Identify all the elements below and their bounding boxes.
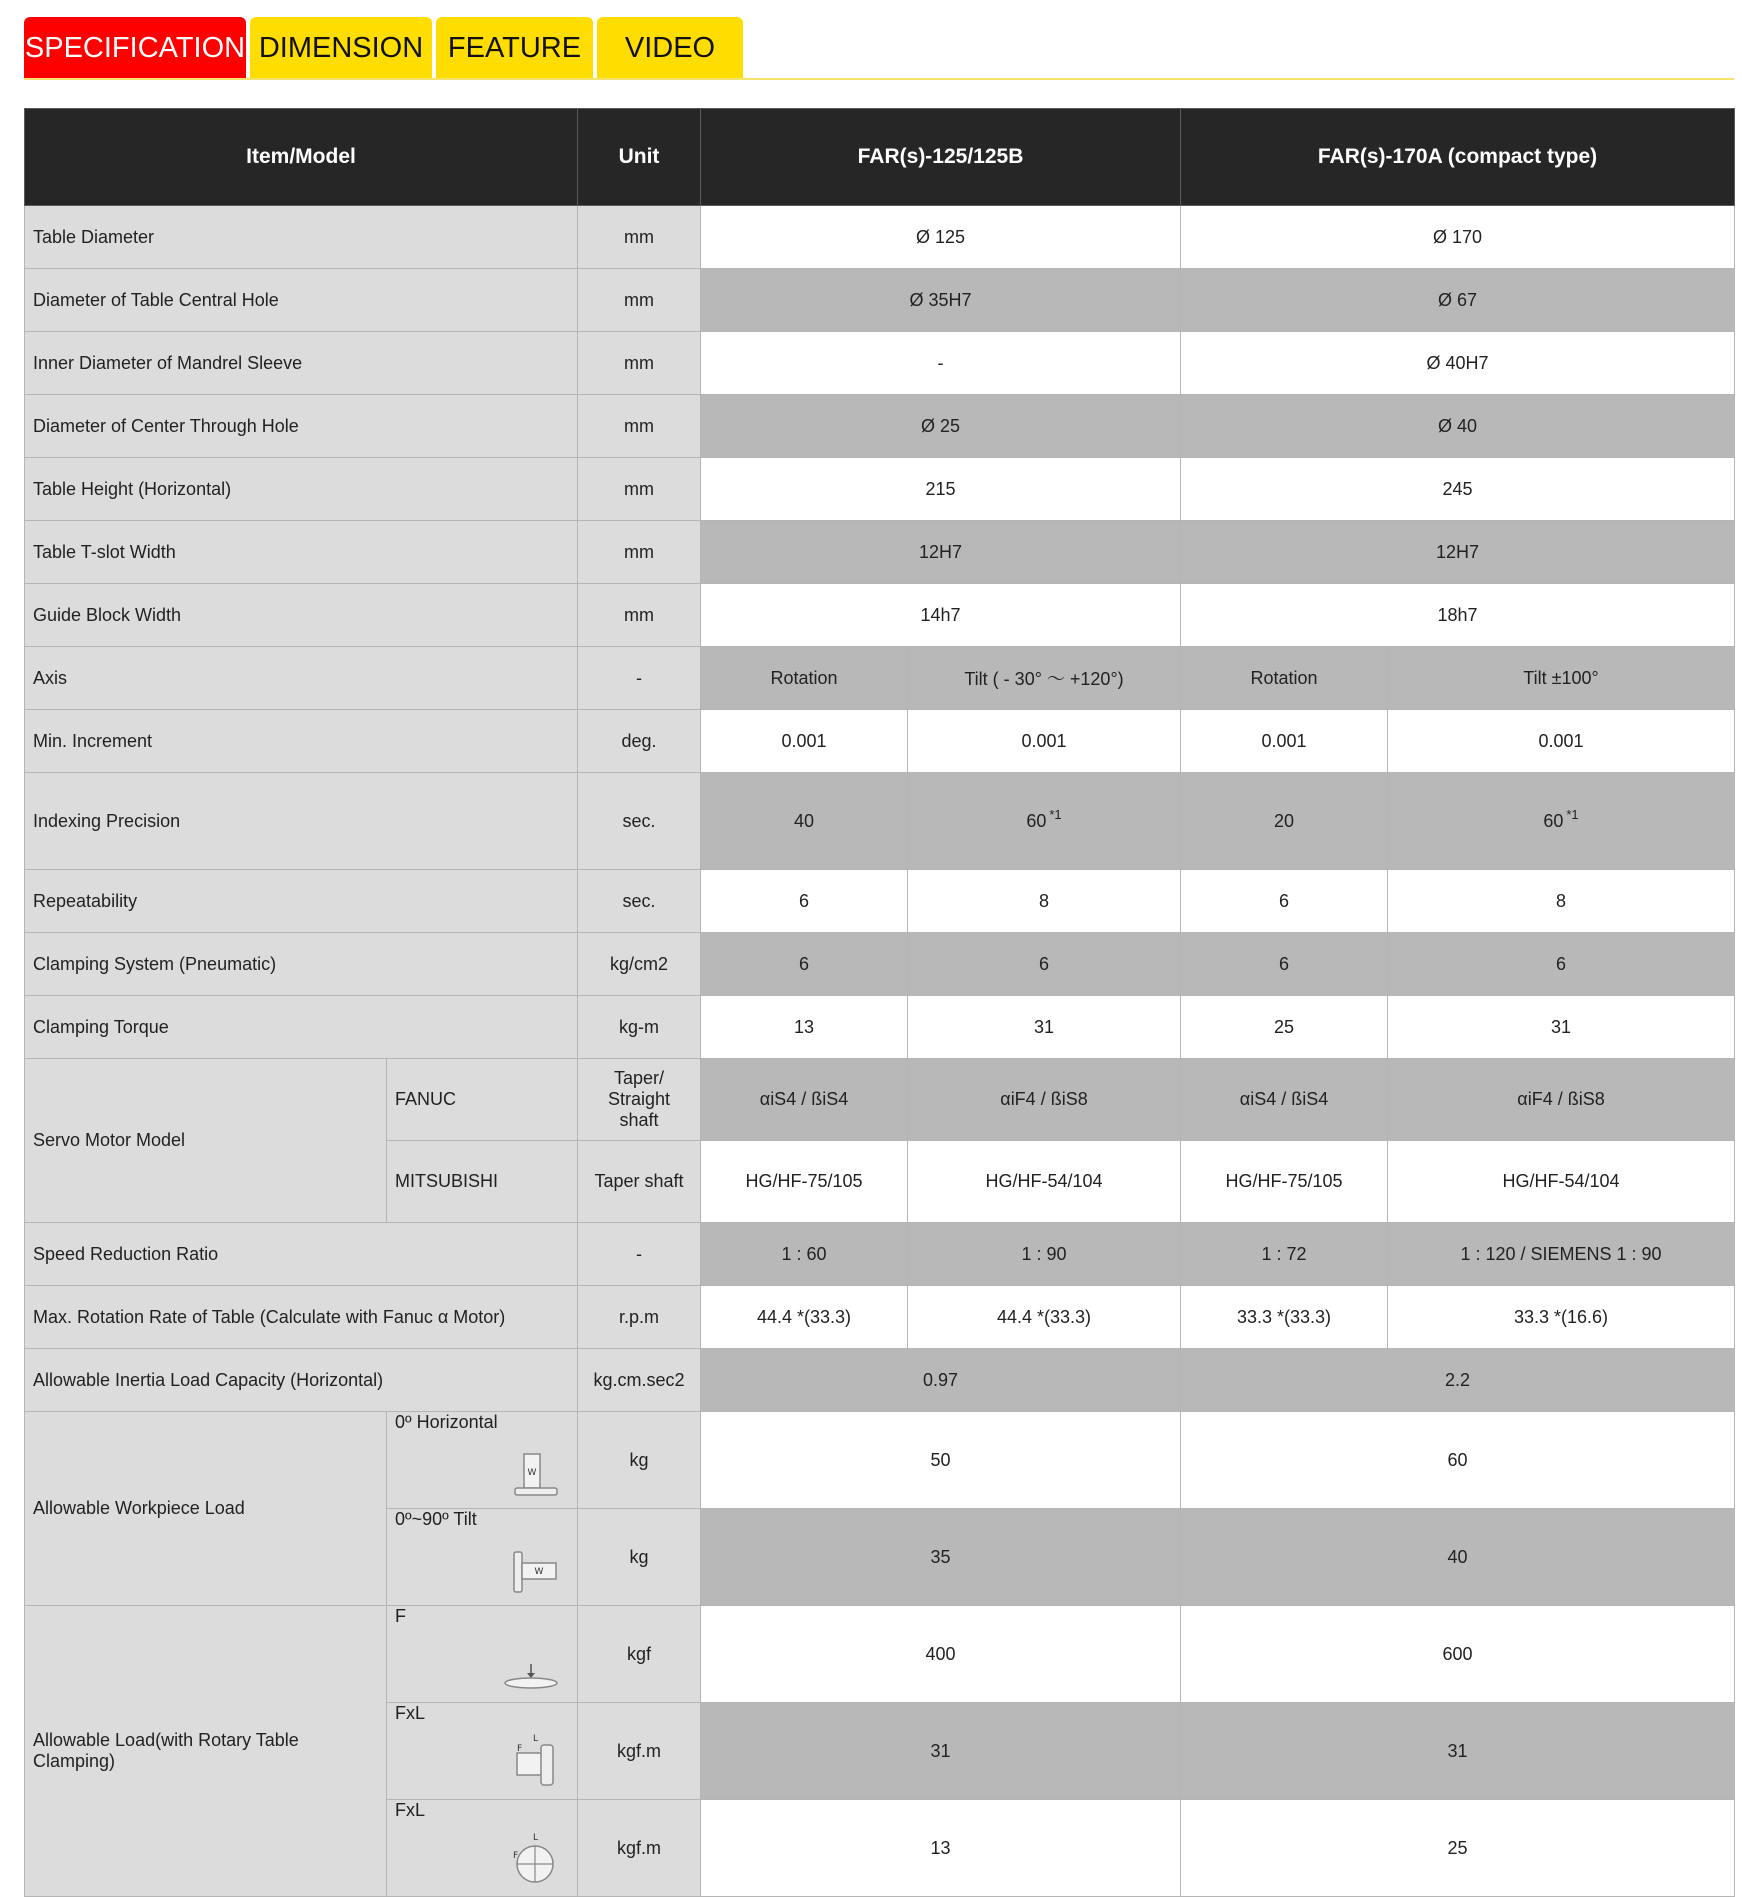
- value-text: 60: [1543, 810, 1564, 831]
- row-label: Diameter of Table Central Hole: [25, 269, 578, 332]
- row-unit: kgf.m: [578, 1800, 701, 1897]
- row-unit: mm: [578, 395, 701, 458]
- value-cell: 14h7: [701, 584, 1181, 647]
- value-cell: 6: [1181, 870, 1388, 933]
- table-row: [25, 933, 1735, 996]
- row-label: Table Diameter: [25, 206, 578, 269]
- value-cell: [908, 773, 1181, 870]
- value-cell: 0.97: [701, 1349, 1181, 1412]
- row-unit: -: [578, 1223, 701, 1286]
- value-cell: 12H7: [701, 521, 1181, 584]
- value-cell: 60: [1181, 1412, 1735, 1509]
- table-row: [25, 1412, 1735, 1509]
- table-row: [25, 1059, 1735, 1141]
- value-cell: HG/HF-75/105: [701, 1141, 908, 1223]
- value-cell: Ø 170: [1181, 206, 1735, 269]
- row-unit: Taper shaft: [578, 1141, 701, 1223]
- footnote-mark: *1: [1566, 806, 1579, 822]
- sub-label: FANUC: [387, 1059, 578, 1141]
- row-unit: kg.cm.sec2: [578, 1349, 701, 1412]
- icon-letter: F: [513, 1851, 519, 1861]
- value-cell: αiF4 / ßiS8: [1388, 1059, 1735, 1141]
- row-unit: kgf: [578, 1606, 701, 1703]
- row-label: Min. Increment: [25, 710, 578, 773]
- tab-dimension[interactable]: DIMENSION: [250, 17, 432, 79]
- value-cell: 33.3 *(33.3): [1181, 1286, 1388, 1349]
- value-cell: 13: [701, 996, 908, 1059]
- table-row: [25, 395, 1735, 458]
- row-unit: kg/cm2: [578, 933, 701, 996]
- sub-label: FxL: [395, 1703, 426, 1723]
- row-label: Indexing Precision: [25, 773, 578, 870]
- tilt-load-icon: [511, 1549, 559, 1595]
- table-row: [25, 458, 1735, 521]
- value-cell: 0.001: [1388, 710, 1735, 773]
- value-cell: Ø 25: [701, 395, 1181, 458]
- spec-table: [24, 108, 1735, 1897]
- row-label: Max. Rotation Rate of Table (Calculate with Fanuc α Motor): [25, 1286, 578, 1349]
- tab-bar: [24, 17, 743, 79]
- table-row: [25, 870, 1735, 933]
- table-row: [25, 1223, 1735, 1286]
- moment-tilt-icon: [511, 1828, 559, 1886]
- sub-label-cell: [387, 1412, 578, 1509]
- value-cell: 1 : 60: [701, 1223, 908, 1286]
- value-cell: 245: [1181, 458, 1735, 521]
- table-row: [25, 584, 1735, 647]
- table-row: [25, 521, 1735, 584]
- value-cell: 31: [1181, 1703, 1735, 1800]
- value-cell: 6: [1388, 933, 1735, 996]
- header-item-model: Item/Model: [25, 109, 578, 206]
- row-label: Allowable Inertia Load Capacity (Horizontal): [25, 1349, 578, 1412]
- table-row: [25, 1349, 1735, 1412]
- row-unit: kg-m: [578, 996, 701, 1059]
- value-cell: 33.3 *(16.6): [1388, 1286, 1735, 1349]
- value-cell: 6: [1181, 933, 1388, 996]
- value-cell: 600: [1181, 1606, 1735, 1703]
- row-label: Diameter of Center Through Hole: [25, 395, 578, 458]
- value-cell: Rotation: [701, 647, 908, 710]
- value-cell: 13: [701, 1800, 1181, 1897]
- value-cell: 31: [1388, 996, 1735, 1059]
- unit-text: Taper/ Straight shaft: [607, 1068, 671, 1130]
- row-label: Inner Diameter of Mandrel Sleeve: [25, 332, 578, 395]
- value-cell: 44.4 *(33.3): [908, 1286, 1181, 1349]
- value-cell: Tilt ±100°: [1388, 647, 1735, 710]
- row-label: Guide Block Width: [25, 584, 578, 647]
- row-unit: deg.: [578, 710, 701, 773]
- row-unit: mm: [578, 458, 701, 521]
- value-cell: 12H7: [1181, 521, 1735, 584]
- row-label: Axis: [25, 647, 578, 710]
- table-header-row: [25, 109, 1735, 206]
- sub-label: MITSUBISHI: [387, 1141, 578, 1223]
- value-cell: HG/HF-54/104: [908, 1141, 1181, 1223]
- value-cell: 215: [701, 458, 1181, 521]
- icon-letter: W: [534, 1567, 544, 1577]
- value-cell: 31: [701, 1703, 1181, 1800]
- value-text: 60: [1026, 810, 1047, 831]
- value-cell: 6: [701, 870, 908, 933]
- table-row: [25, 710, 1735, 773]
- row-unit: r.p.m: [578, 1286, 701, 1349]
- sub-label-cell: [387, 1606, 578, 1703]
- value-cell: 0.001: [701, 710, 908, 773]
- value-cell: 31: [908, 996, 1181, 1059]
- value-cell: 0.001: [1181, 710, 1388, 773]
- tab-underline: [24, 78, 1734, 80]
- row-unit: [578, 1059, 701, 1141]
- row-label: Repeatability: [25, 870, 578, 933]
- value-cell: 400: [701, 1606, 1181, 1703]
- value-cell: 25: [1181, 996, 1388, 1059]
- value-cell: 40: [701, 773, 908, 870]
- header-model-2: FAR(s)-170A (compact type): [1181, 109, 1735, 206]
- value-cell: 6: [701, 933, 908, 996]
- table-row: [25, 332, 1735, 395]
- value-cell: Ø 67: [1181, 269, 1735, 332]
- value-cell: [1388, 773, 1735, 870]
- sub-label: 0º Horizontal: [395, 1412, 498, 1432]
- header-model-1: FAR(s)-125/125B: [701, 109, 1181, 206]
- icon-letter: W: [527, 1468, 537, 1478]
- value-cell: 8: [908, 870, 1181, 933]
- value-cell: 1 : 72: [1181, 1223, 1388, 1286]
- sub-label-cell: [387, 1509, 578, 1606]
- row-unit: sec.: [578, 773, 701, 870]
- row-label: Clamping System (Pneumatic): [25, 933, 578, 996]
- value-cell: 25: [1181, 1800, 1735, 1897]
- value-cell: Ø 40H7: [1181, 332, 1735, 395]
- value-cell: αiS4 / ßiS4: [1181, 1059, 1388, 1141]
- row-unit: mm: [578, 206, 701, 269]
- row-label: Speed Reduction Ratio: [25, 1223, 578, 1286]
- footnote-mark: *1: [1049, 806, 1062, 822]
- value-cell: 1 : 90: [908, 1223, 1181, 1286]
- table-row: [25, 269, 1735, 332]
- sub-label: F: [395, 1606, 406, 1626]
- row-label: Clamping Torque: [25, 996, 578, 1059]
- tab-video[interactable]: VIDEO: [597, 17, 743, 79]
- row-unit: mm: [578, 584, 701, 647]
- tab-specification[interactable]: SPECIFICATION: [24, 17, 246, 79]
- value-cell: HG/HF-75/105: [1181, 1141, 1388, 1223]
- icon-letter: L: [533, 1833, 539, 1843]
- value-cell: 0.001: [908, 710, 1181, 773]
- table-row: [25, 1606, 1735, 1703]
- row-unit: sec.: [578, 870, 701, 933]
- table-row: [25, 1286, 1735, 1349]
- value-cell: 2.2: [1181, 1349, 1735, 1412]
- row-unit: kgf.m: [578, 1703, 701, 1800]
- value-cell: Ø 125: [701, 206, 1181, 269]
- row-unit: mm: [578, 332, 701, 395]
- value-cell: 6: [908, 933, 1181, 996]
- table-row: [25, 996, 1735, 1059]
- value-cell: 35: [701, 1509, 1181, 1606]
- axial-force-icon: [503, 1662, 559, 1692]
- value-cell: 20: [1181, 773, 1388, 870]
- value-cell: Ø 40: [1181, 395, 1735, 458]
- sub-label-cell: [387, 1800, 578, 1897]
- value-cell: 40: [1181, 1509, 1735, 1606]
- value-cell: Ø 35H7: [701, 269, 1181, 332]
- value-cell: αiS4 / ßiS4: [701, 1059, 908, 1141]
- row-unit: mm: [578, 269, 701, 332]
- row-label: Table T-slot Width: [25, 521, 578, 584]
- row-label: Allowable Load(with Rotary Table Clamping): [25, 1606, 387, 1897]
- value-cell: 44.4 *(33.3): [701, 1286, 908, 1349]
- icon-letter: F: [517, 1744, 523, 1754]
- table-row: [25, 647, 1735, 710]
- value-cell: αiF4 / ßiS8: [908, 1059, 1181, 1141]
- value-cell: 8: [1388, 870, 1735, 933]
- row-unit: kg: [578, 1412, 701, 1509]
- sub-label: FxL: [395, 1800, 426, 1820]
- icon-letter: L: [533, 1734, 539, 1744]
- value-cell: Tilt ( - 30° ～ +120°): [908, 647, 1181, 710]
- row-label: Allowable Workpiece Load: [25, 1412, 387, 1606]
- value-cell: -: [701, 332, 1181, 395]
- value-cell: 1 : 120 / SIEMENS 1 : 90: [1388, 1223, 1735, 1286]
- horizontal-load-icon: [513, 1450, 559, 1498]
- sub-label-cell: [387, 1703, 578, 1800]
- row-label: Table Height (Horizontal): [25, 458, 578, 521]
- row-unit: kg: [578, 1509, 701, 1606]
- value-cell: HG/HF-54/104: [1388, 1141, 1735, 1223]
- table-row: [25, 773, 1735, 870]
- row-unit: mm: [578, 521, 701, 584]
- moment-load-icon: [511, 1731, 559, 1789]
- sub-label: 0º~90º Tilt: [395, 1509, 477, 1529]
- table-row: [25, 206, 1735, 269]
- tab-feature[interactable]: FEATURE: [436, 17, 593, 79]
- value-cell: 18h7: [1181, 584, 1735, 647]
- row-unit: -: [578, 647, 701, 710]
- header-unit: Unit: [578, 109, 701, 206]
- value-cell: Rotation: [1181, 647, 1388, 710]
- value-cell: 50: [701, 1412, 1181, 1509]
- row-label: Servo Motor Model: [25, 1059, 387, 1223]
